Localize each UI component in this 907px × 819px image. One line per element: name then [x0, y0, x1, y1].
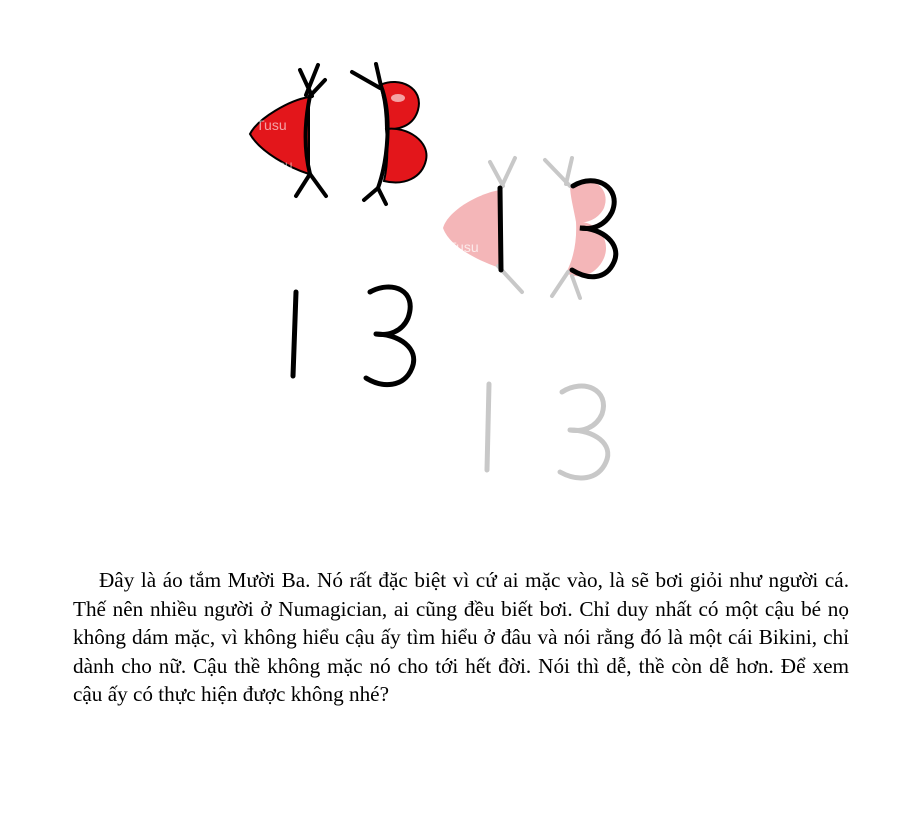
story-paragraph: Đây là áo tắm Mười Ba. Nó rất đặc biệt vì cứ ai mặc vào, là sẽ bơi giỏi như người cá. Thế nên nhiều người ở Numagician, ai cũng đều biết bơi. Chỉ duy nhất có một cậu bé nọ không dám mặc, vì không hiểu cậu ấy tìm hiểu ở đâu và nói rằng đó là một cái Bikini, chỉ dành cho nữ. Cậu thề không mặc nó cho tới hết đời. Nói thì dễ, thề còn dễ hơn. Để xem cậu ấy có thực hiện được không nhé? — [73, 568, 849, 707]
drawn-number-13 — [293, 287, 414, 385]
drawn-digit-1 — [293, 292, 296, 376]
faded-number-13 — [487, 384, 608, 478]
watermark: Tusu — [256, 117, 287, 133]
faded-digit-1 — [487, 384, 489, 470]
main-swimsuit — [250, 64, 426, 204]
faded-swimsuit — [443, 158, 616, 298]
faded-left-cup — [443, 190, 500, 268]
faded-watermark: Tusu — [448, 239, 479, 255]
drawn-digit-3 — [366, 287, 414, 385]
highlight-shine — [391, 94, 405, 102]
right-cup-bottom — [384, 129, 426, 183]
faded-digit-3 — [560, 386, 608, 478]
watermark-lower: Tusu — [262, 157, 293, 173]
